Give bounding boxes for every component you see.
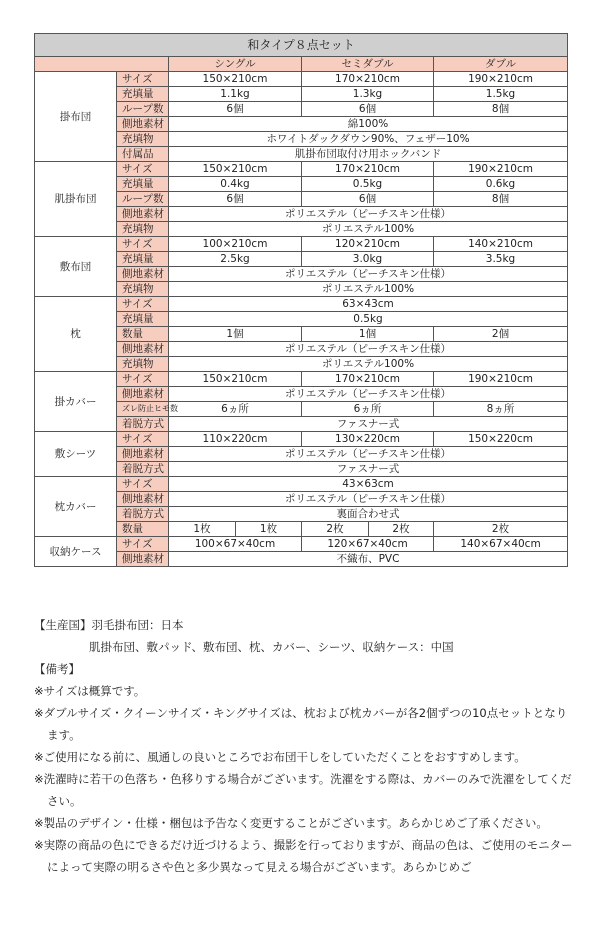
- value-cell: 3.0kg: [302, 252, 434, 267]
- row-label: 充填物: [117, 282, 169, 297]
- row-label: サイズ: [117, 72, 169, 87]
- value-cell: 190×210cm: [434, 372, 568, 387]
- value-cell: ポリエステル（ピーチスキン仕様）: [169, 492, 568, 507]
- value-cell: 190×210cm: [434, 162, 568, 177]
- value-cell: 170×210cm: [302, 72, 434, 87]
- table-row: [35, 432, 568, 447]
- origin-line-2: 肌掛布団、敷パッド、敷布団、枕、カバー、シーツ、収納ケース：中国: [89, 640, 454, 654]
- row-label: サイズ: [117, 477, 169, 492]
- remark-item: ※製品のデザイン・仕様・梱包は予告なく変更することがございます。あらかじめご了承ください。: [34, 816, 548, 830]
- title-row: [35, 34, 568, 57]
- remark-item: ※実際の商品の色にできるだけ近づけるよう、撮影を行っておりますが、商品の色は、ご使用のモニターによって実際の明るさや色と多少異なって見える場合がございます。あらかじめご: [34, 838, 573, 874]
- category-cell: 掛カバー: [35, 372, 117, 432]
- value-cell: 0.6kg: [434, 177, 568, 192]
- value-cell: 1個: [302, 327, 434, 342]
- value-cell: 0.4kg: [169, 177, 302, 192]
- value-cell: 140×210cm: [434, 237, 568, 252]
- table-title: 和タイプ８点セット: [35, 34, 568, 57]
- header-row: [35, 57, 568, 72]
- value-cell: 1.1kg: [169, 87, 302, 102]
- value-cell: 綿100%: [169, 117, 568, 132]
- value-cell: ファスナー式: [169, 462, 568, 477]
- row-label: 充填量: [117, 87, 169, 102]
- row-label: 側地素材: [117, 552, 169, 567]
- value-cell: 100×210cm: [169, 237, 302, 252]
- row-label: サイズ: [117, 372, 169, 387]
- row-label: 充填物: [117, 222, 169, 237]
- table-row: [35, 237, 568, 252]
- row-label: 着脱方式: [117, 417, 169, 432]
- category-cell: 枕カバー: [35, 477, 117, 537]
- row-label: ループ数: [117, 102, 169, 117]
- row-label: 充填物: [117, 357, 169, 372]
- row-label: 充填量: [117, 252, 169, 267]
- row-label: ズレ防止ヒモ数: [117, 402, 169, 417]
- table-row: [35, 162, 568, 177]
- value-cell: 170×210cm: [302, 162, 434, 177]
- table-row: [35, 297, 568, 312]
- value-cell: 110×220cm: [169, 432, 302, 447]
- notes-section: [34, 614, 574, 878]
- value-cell: 1枚: [236, 522, 302, 537]
- row-label: 着脱方式: [117, 462, 169, 477]
- value-cell: 6個: [169, 192, 302, 207]
- row-label: 側地素材: [117, 387, 169, 402]
- value-cell: 肌掛布団取付け用ホックバンド: [169, 147, 568, 162]
- value-cell: 0.5kg: [302, 177, 434, 192]
- table-row: [35, 72, 568, 87]
- value-cell: 2枚: [302, 522, 369, 537]
- column-header: ダブル: [434, 57, 568, 72]
- row-label: 側地素材: [117, 207, 169, 222]
- value-cell: 150×210cm: [169, 162, 302, 177]
- value-cell: 43×63cm: [169, 477, 568, 492]
- category-cell: 敷シーツ: [35, 432, 117, 477]
- row-label: サイズ: [117, 432, 169, 447]
- category-cell: 肌掛布団: [35, 162, 117, 237]
- row-label: 数量: [117, 522, 169, 537]
- value-cell: 100×67×40cm: [169, 537, 302, 552]
- row-label: 充填量: [117, 177, 169, 192]
- value-cell: 2個: [434, 327, 568, 342]
- value-cell: 140×67×40cm: [434, 537, 568, 552]
- value-cell: 170×210cm: [302, 372, 434, 387]
- value-cell: 8ヵ所: [434, 402, 568, 417]
- value-cell: ポリエステル100%: [169, 357, 568, 372]
- value-cell: 8個: [434, 102, 568, 117]
- column-header: シングル: [169, 57, 302, 72]
- value-cell: 190×210cm: [434, 72, 568, 87]
- row-label: 側地素材: [117, 267, 169, 282]
- header-blank: [35, 57, 169, 72]
- remark-item: ※ダブルサイズ・クイーンサイズ・キングサイズは、枕および枕カバーが各2個ずつの10点セットとなります。: [34, 706, 568, 742]
- row-label: ループ数: [117, 192, 169, 207]
- value-cell: 3.5kg: [434, 252, 568, 267]
- value-cell: 8個: [434, 192, 568, 207]
- value-cell: ポリエステル（ピーチスキン仕様）: [169, 267, 568, 282]
- value-cell: 6個: [169, 102, 302, 117]
- value-cell: 150×210cm: [169, 372, 302, 387]
- table-row: [35, 537, 568, 552]
- row-label: サイズ: [117, 537, 169, 552]
- remarks-list: [34, 680, 574, 878]
- remarks-heading: 【備考】: [34, 662, 80, 676]
- category-cell: 枕: [35, 297, 117, 372]
- column-header: セミダブル: [302, 57, 434, 72]
- row-label: 側地素材: [117, 492, 169, 507]
- value-cell: ポリエステル100%: [169, 282, 568, 297]
- value-cell: 150×220cm: [434, 432, 568, 447]
- value-cell: 63×43cm: [169, 297, 568, 312]
- value-cell: 2枚: [369, 522, 434, 537]
- value-cell: ポリエステル（ピーチスキン仕様）: [169, 342, 568, 357]
- spec-table: [34, 33, 568, 567]
- table-row: [35, 477, 568, 492]
- row-label: 充填物: [117, 132, 169, 147]
- remark-item: ※サイズは概算です。: [34, 684, 146, 698]
- remark-item: ※ご使用になる前に、風通しの良いところでお布団干しをしていただくことをおすすめします。: [34, 750, 526, 764]
- category-cell: 掛布団: [35, 72, 117, 162]
- value-cell: 120×210cm: [302, 237, 434, 252]
- value-cell: 150×210cm: [169, 72, 302, 87]
- value-cell: 0.5kg: [169, 312, 568, 327]
- row-label: 側地素材: [117, 117, 169, 132]
- origin-line: 【生産国】羽毛掛布団：日本: [34, 618, 184, 632]
- remark-item: ※洗濯時に若干の色落ち・色移りする場合がございます。洗濯をする際は、カバーのみで洗濯をしてください。: [34, 772, 572, 808]
- value-cell: 1個: [169, 327, 302, 342]
- category-cell: 敷布団: [35, 237, 117, 297]
- value-cell: 不織布、PVC: [169, 552, 568, 567]
- value-cell: ファスナー式: [169, 417, 568, 432]
- value-cell: 1枚: [169, 522, 236, 537]
- value-cell: 1.5kg: [434, 87, 568, 102]
- row-label: 着脱方式: [117, 507, 169, 522]
- row-label: サイズ: [117, 297, 169, 312]
- row-label: 数量: [117, 327, 169, 342]
- row-label: 側地素材: [117, 447, 169, 462]
- value-cell: 2枚: [434, 522, 568, 537]
- value-cell: ポリエステル（ピーチスキン仕様）: [169, 387, 568, 402]
- category-cell: 収納ケース: [35, 537, 117, 567]
- row-label: 付属品: [117, 147, 169, 162]
- value-cell: ポリエステル（ピーチスキン仕様）: [169, 447, 568, 462]
- value-cell: 裏面合わせ式: [169, 507, 568, 522]
- value-cell: ポリエステル（ピーチスキン仕様）: [169, 207, 568, 222]
- table-row: [35, 372, 568, 387]
- value-cell: 6個: [302, 102, 434, 117]
- value-cell: 1.3kg: [302, 87, 434, 102]
- value-cell: 6ヵ所: [169, 402, 302, 417]
- value-cell: 2.5kg: [169, 252, 302, 267]
- row-label: 充填量: [117, 312, 169, 327]
- value-cell: 120×67×40cm: [302, 537, 434, 552]
- value-cell: 6ヵ所: [302, 402, 434, 417]
- row-label: サイズ: [117, 237, 169, 252]
- row-label: サイズ: [117, 162, 169, 177]
- value-cell: ホワイトダックダウン90%、フェザー10%: [169, 132, 568, 147]
- value-cell: 130×220cm: [302, 432, 434, 447]
- value-cell: ポリエステル100%: [169, 222, 568, 237]
- value-cell: 6個: [302, 192, 434, 207]
- row-label: 側地素材: [117, 342, 169, 357]
